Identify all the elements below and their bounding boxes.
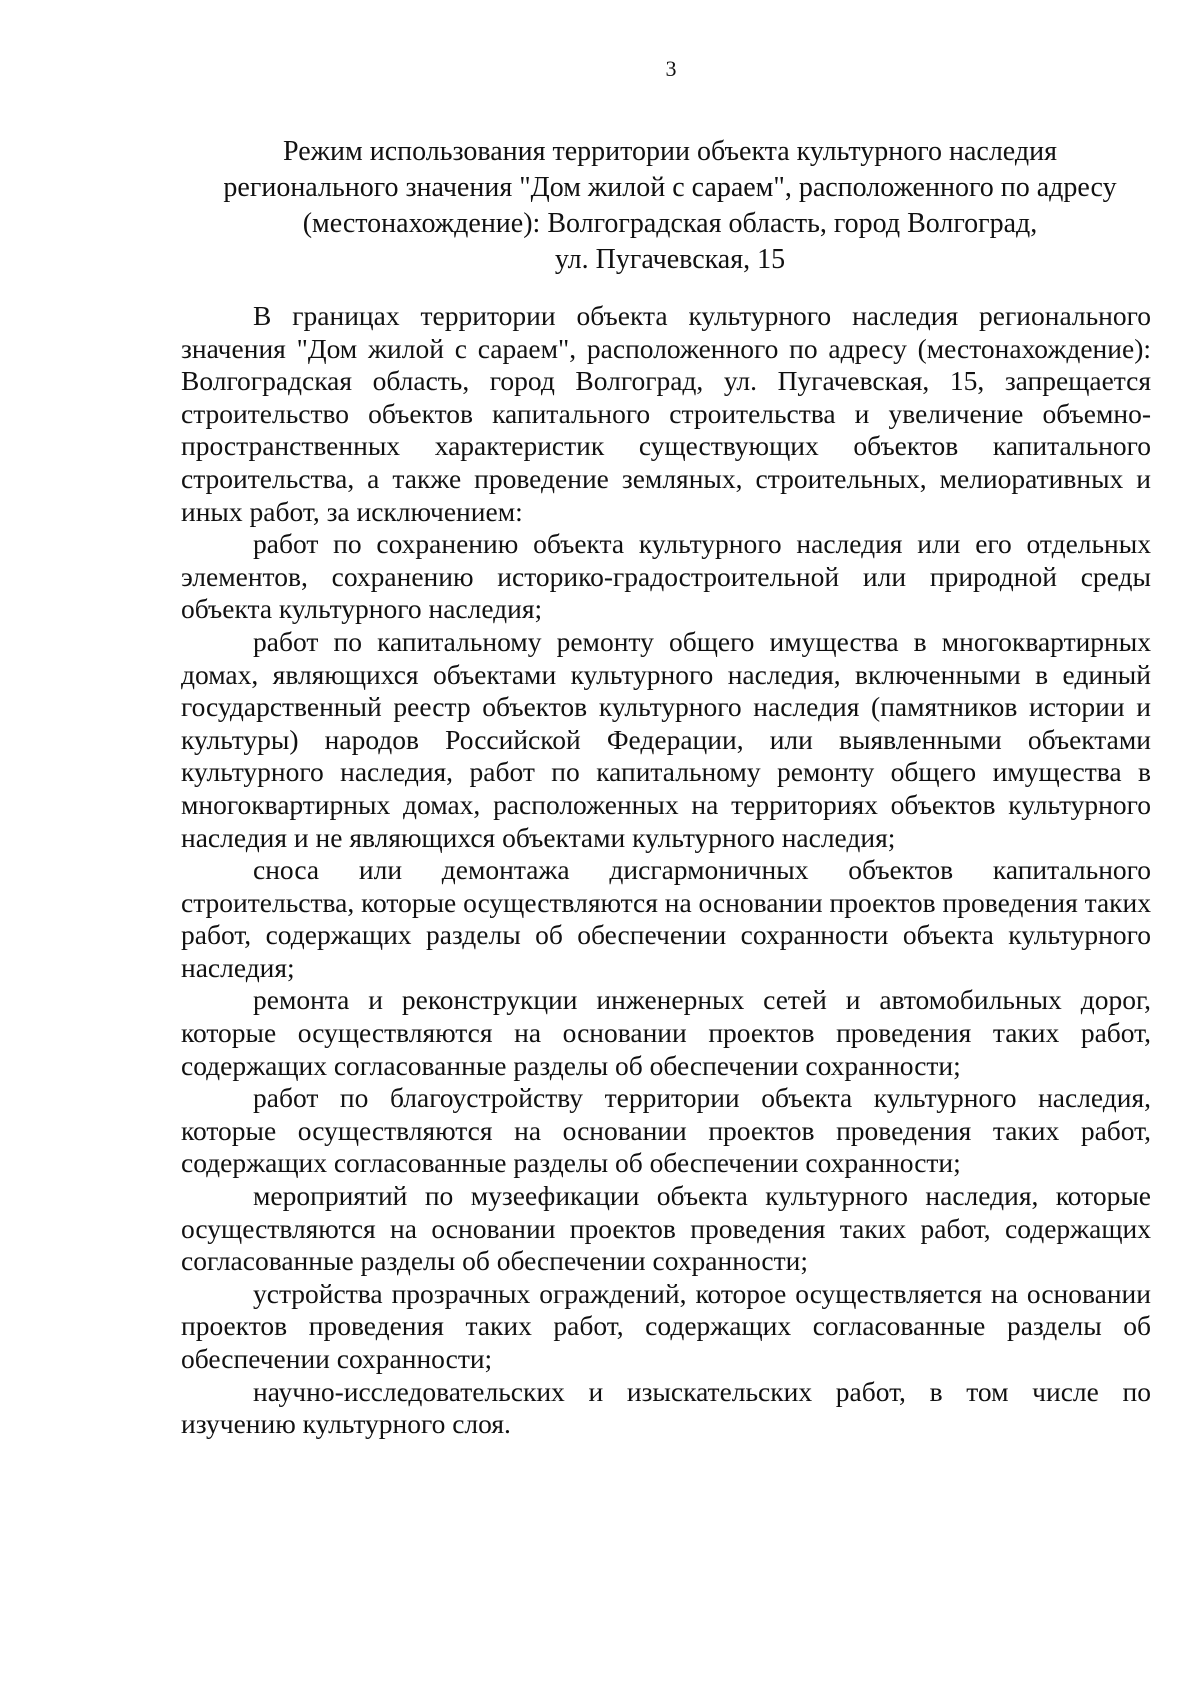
exception-item: научно-исследовательских и изыскательских работ, в том числе по изучению культурного слоя. (181, 1375, 1151, 1440)
title-line: регионального значения "Дом жилой с сараем", расположенного по адресу (223, 172, 1117, 203)
exception-item: работ по капитальному ремонту общего имущества в многоквартирных домах, являющихся объектами культурного наследия, включенными в единый государственный реестр объектов культурного наследия (памятников истории и культуры) народов Российской Федерации, или выявленными объектами культурного наследия, работ по капитальному ремонту общего имущества в многоквартирных домах, расположенных на территориях объектов культурного наследия и не являющихся объектами культурного наследия; (181, 625, 1151, 853)
document-body (181, 300, 1151, 1441)
exception-item: работ по благоустройству территории объекта культурного наследия, которые осуществляются на основании проектов проведения таких работ, содержащих согласованные разделы об обеспечении сохранности; (181, 1082, 1151, 1179)
exception-item: работ по сохранению объекта культурного наследия или его отдельных элементов, сохранению историко-градостроительной или природной среды объекта культурного наследия; (181, 528, 1151, 625)
exception-item: ремонта и реконструкции инженерных сетей и автомобильных дорог, которые осуществляются на основании проектов проведения таких работ, содержащих согласованные разделы об обеспечении сохранности; (181, 984, 1151, 1081)
exception-item: мероприятий по музеефикации объекта культурного наследия, которые осуществляются на основании проектов проведения таких работ, содержащих согласованные разделы об обеспечении сохранности; (181, 1180, 1151, 1277)
exception-item: сноса или демонтажа дисгармоничных объектов капитального строительства, которые осуществляются на основании проектов проведения таких работ, содержащих разделы об обеспечении сохранности объекта культурного наследия; (181, 854, 1151, 983)
exception-item: устройства прозрачных ограждений, которое осуществляется на основании проектов проведения таких работ, содержащих согласованные разделы об обеспечении сохранности; (181, 1277, 1151, 1374)
intro-paragraph: В границах территории объекта культурного наследия регионального значения "Дом жилой с сараем", расположенного по адресу (местонахождение): Волгоградская область, город Волгоград, ул. Пугачевская, 15, запрещается строительство объектов капитального строительства и увеличение объемно-пространственных характеристик существующих объектов капитального строительства, а также проведение земляных, строительных, мелиоративных и иных работ, за исключением: (181, 300, 1151, 527)
page-number: 3 (665, 56, 677, 81)
title-line: (местонахождение): Волгоградская область, город Волгоград, (302, 208, 1038, 239)
title-line: ул. Пугачевская, 15 (554, 244, 786, 275)
title-line: Режим использования территории объекта культурного наследия (283, 136, 1057, 167)
document-title (190, 134, 1150, 278)
